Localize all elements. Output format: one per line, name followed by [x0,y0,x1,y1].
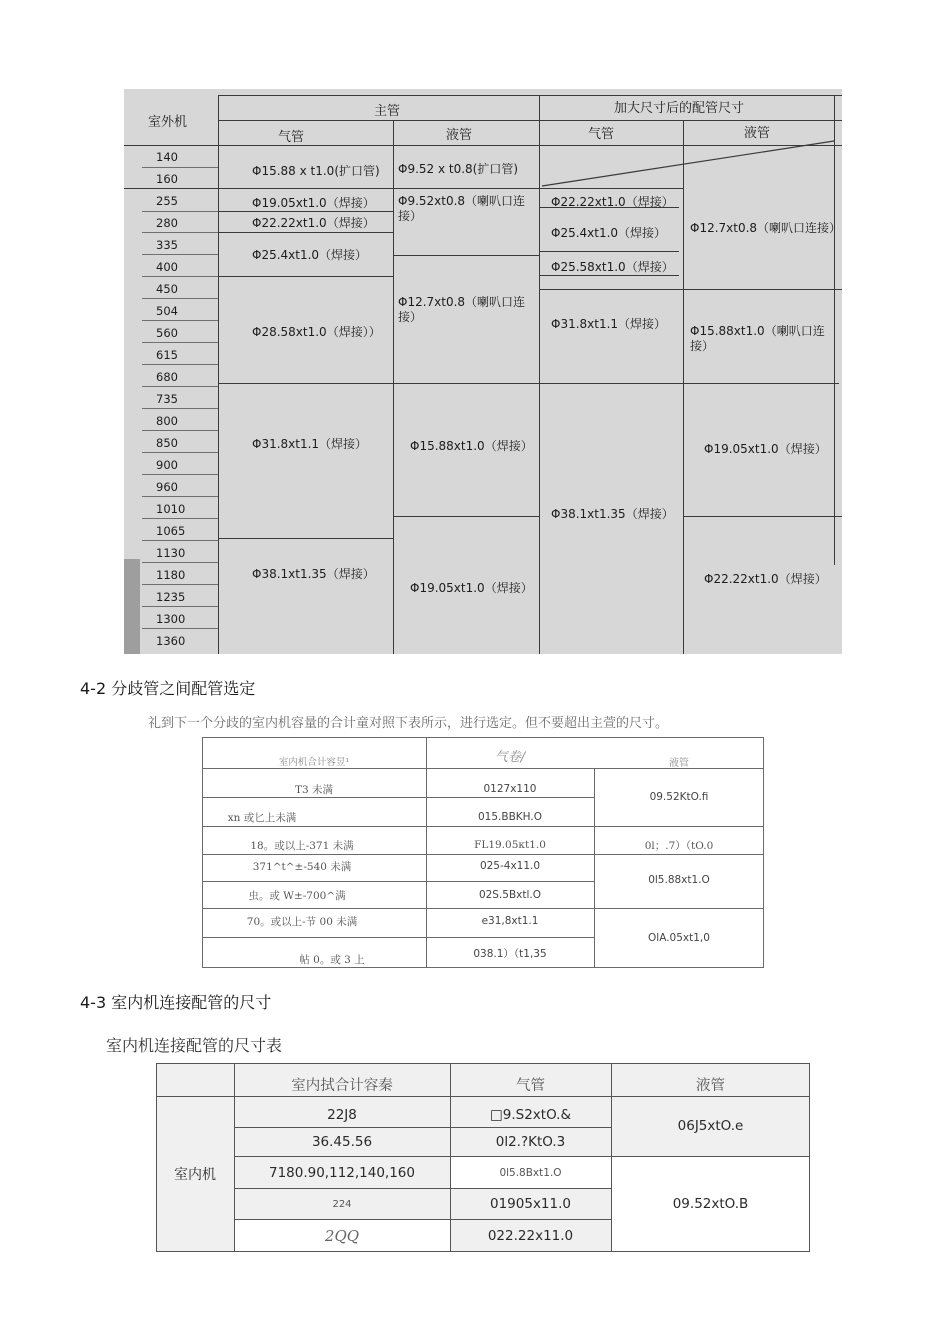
gas-cell: 038.1）（t1,35 [473,947,547,960]
main-pipe-header: 主管 [374,104,401,119]
row-label: 335 [156,238,178,252]
gas-cell: 02S.5Bxtl.O [478,889,542,901]
gas-cell: 01905x11.0 [490,1196,571,1212]
row-label: 280 [156,216,178,230]
enlarged-gas-cell: Φ38.1xt1.35（焊接） [551,507,674,521]
capacity-cell: 36.45.56 [311,1134,373,1150]
indoor-pipe-size-table [156,1063,810,1252]
capacity-header: 室内拭合计容秦 [291,1077,393,1094]
liquid-cell: 09.52xtO.B [672,1196,749,1212]
row-label: 140 [156,150,178,164]
gas-cell: 0l5.8Bxt1.O [499,1166,562,1179]
table-border [202,881,594,882]
row-label: 850 [156,436,178,450]
section-4-2-paragraph: 礼到下一个分歧的室内机容量的合计童对照下表所示，进行选定。但不要超出主萱的尺寸。 [148,716,669,731]
gas-header: 气管 [516,1077,545,1094]
row-label: 900 [156,458,178,472]
row-label: 960 [156,480,178,494]
liquid-cell: 06J5xtO.e [677,1118,744,1134]
main-gas-cell: Φ15.88 x t1.0(扩口管) [252,164,380,178]
gas-cell: 0l2.?KtO.3 [495,1134,566,1150]
section-4-3-subtitle: 室内机连接配管的尺寸表 [106,1036,283,1055]
capacity-cell: 2QQ [324,1226,360,1245]
scanned-pipe-size-table [124,89,842,654]
liquid-cell: OlA.05xt1,0 [648,932,710,944]
gas-cell: 015.BBKH.O [478,811,542,823]
gas-header: 气卷/ [494,749,526,765]
enlarged-gas-cell: Φ25.58xt1.0（焊接） [551,260,674,274]
gas-cell: FL19.05κt1.0 [474,839,546,851]
gas2-header: 气管 [588,127,615,142]
enlarged-liquid-cell: Φ12.7xt0.8（喇叭口连接） [690,221,842,235]
enlarged-liquid-cell: Φ22.22xt1.0（焊接） [704,572,827,586]
section-4-3-title: 4-3 室内机连接配管的尺寸 [80,993,272,1012]
row-label: 450 [156,282,178,296]
row-label: 680 [156,370,178,384]
capacity-cell: 22J8 [327,1107,357,1123]
main-liquid-cell: Φ12.7xt0.8（喇叭口连接） [398,295,526,324]
liquid-header: 液管 [446,128,473,143]
liquid-header: 液管 [669,757,689,769]
capacity-cell: T3 未满 [294,783,334,796]
main-gas-cell: Φ25.4xt1.0（焊接） [252,248,368,262]
row-label: 1360 [156,634,186,648]
section-4-2-title: 4-2 分歧管之间配管选定 [80,679,256,698]
main-gas-cell: Φ28.58xt1.0（焊接）） [252,325,381,339]
row-label: 800 [156,414,178,428]
branch-pipe-table [202,737,764,968]
row-label: 1010 [156,502,186,516]
capacity-cell: 帖 0。或 3 上 [299,953,365,966]
main-gas-cell: Φ19.05xt1.0（焊接） [252,196,375,210]
liquid2-header: 液管 [744,126,771,141]
enlarged-gas-cell: Φ22.22xt1.0（焊接） [551,195,674,209]
main-gas-cell: Φ22.22xt1.0（焊接） [252,216,375,230]
enlarged-gas-cell: Φ31.8xt1.1（焊接） [551,317,667,331]
capacity-cell: 18。或以上-371 未满 [250,839,354,852]
outdoor-header: 室外机 [148,115,188,130]
enlarged-gas-cell: Φ25.4xt1.0（焊接） [551,226,667,240]
slash-line [542,141,834,186]
row-label: 560 [156,326,178,340]
gas-cell: 025-4x11.0 [479,860,541,872]
table-border [202,908,764,909]
table-border [156,1063,810,1064]
liquid-cell: 0l；.7）（tO.0 [644,839,714,852]
row-label: 1130 [156,546,186,560]
row-label: 400 [156,260,178,274]
main-gas-cell: Φ38.1xt1.35（焊接） [252,567,375,581]
capacity-header: 室内机合计容昱¹ [278,757,350,768]
main-liquid-cell: Φ19.05xt1.0（焊接） [410,581,533,595]
enlarged-liquid-cell: Φ19.05xt1.0（焊接） [704,442,827,456]
capacity-cell: 224 [332,1198,352,1210]
row-label: 255 [156,194,178,208]
row-label: 160 [156,172,178,186]
indoor-unit-label: 室内机 [174,1167,216,1183]
main-liquid-cell: Φ9.52xt0.8（喇叭口连接） [398,194,526,223]
capacity-cell: xn 或匕上未满 [227,811,297,824]
main-liquid-cell: Φ15.88xt1.0（焊接） [410,439,533,453]
liquid-cell: 0l5.88xt1.O [648,874,710,886]
capacity-cell: 371^t^±-540 未满 [252,860,352,873]
row-label: 735 [156,392,178,406]
capacity-cell: 虫。或 W±-700^满 [248,889,346,902]
table-border [202,937,594,938]
row-label: 1235 [156,590,186,604]
capacity-cell: 70。或以上-节 00 未满 [246,915,358,928]
gas-header: 气管 [278,130,305,145]
gas-cell: 022.22x11.0 [487,1227,574,1244]
main-liquid-cell: Φ9.52 x t0.8(扩口管) [398,162,519,176]
table-border [202,737,764,738]
enlarged-liquid-cell: Φ15.88xt1.0（喇叭口连接） [690,324,825,353]
gas-cell: □9.S2xtO.& [490,1107,571,1123]
enlarged-header: 加大尺寸后的配管尺寸 [614,101,745,116]
row-label: 1180 [156,568,186,582]
row-label: 504 [156,304,178,318]
row-label: 615 [156,348,178,362]
gas-cell: 0127x110 [483,783,537,795]
liquid-cell: 09.52KtO.fi [649,791,709,803]
row-label: 1300 [156,612,186,626]
row-label: 1065 [156,524,186,538]
liquid-header: 液管 [696,1077,725,1094]
main-gas-cell: Φ31.8xt1.1（焊接） [252,437,368,451]
capacity-cell: 7180.90,112,140,160 [268,1164,415,1181]
gas-cell: e31,8xt1.1 [481,915,539,927]
